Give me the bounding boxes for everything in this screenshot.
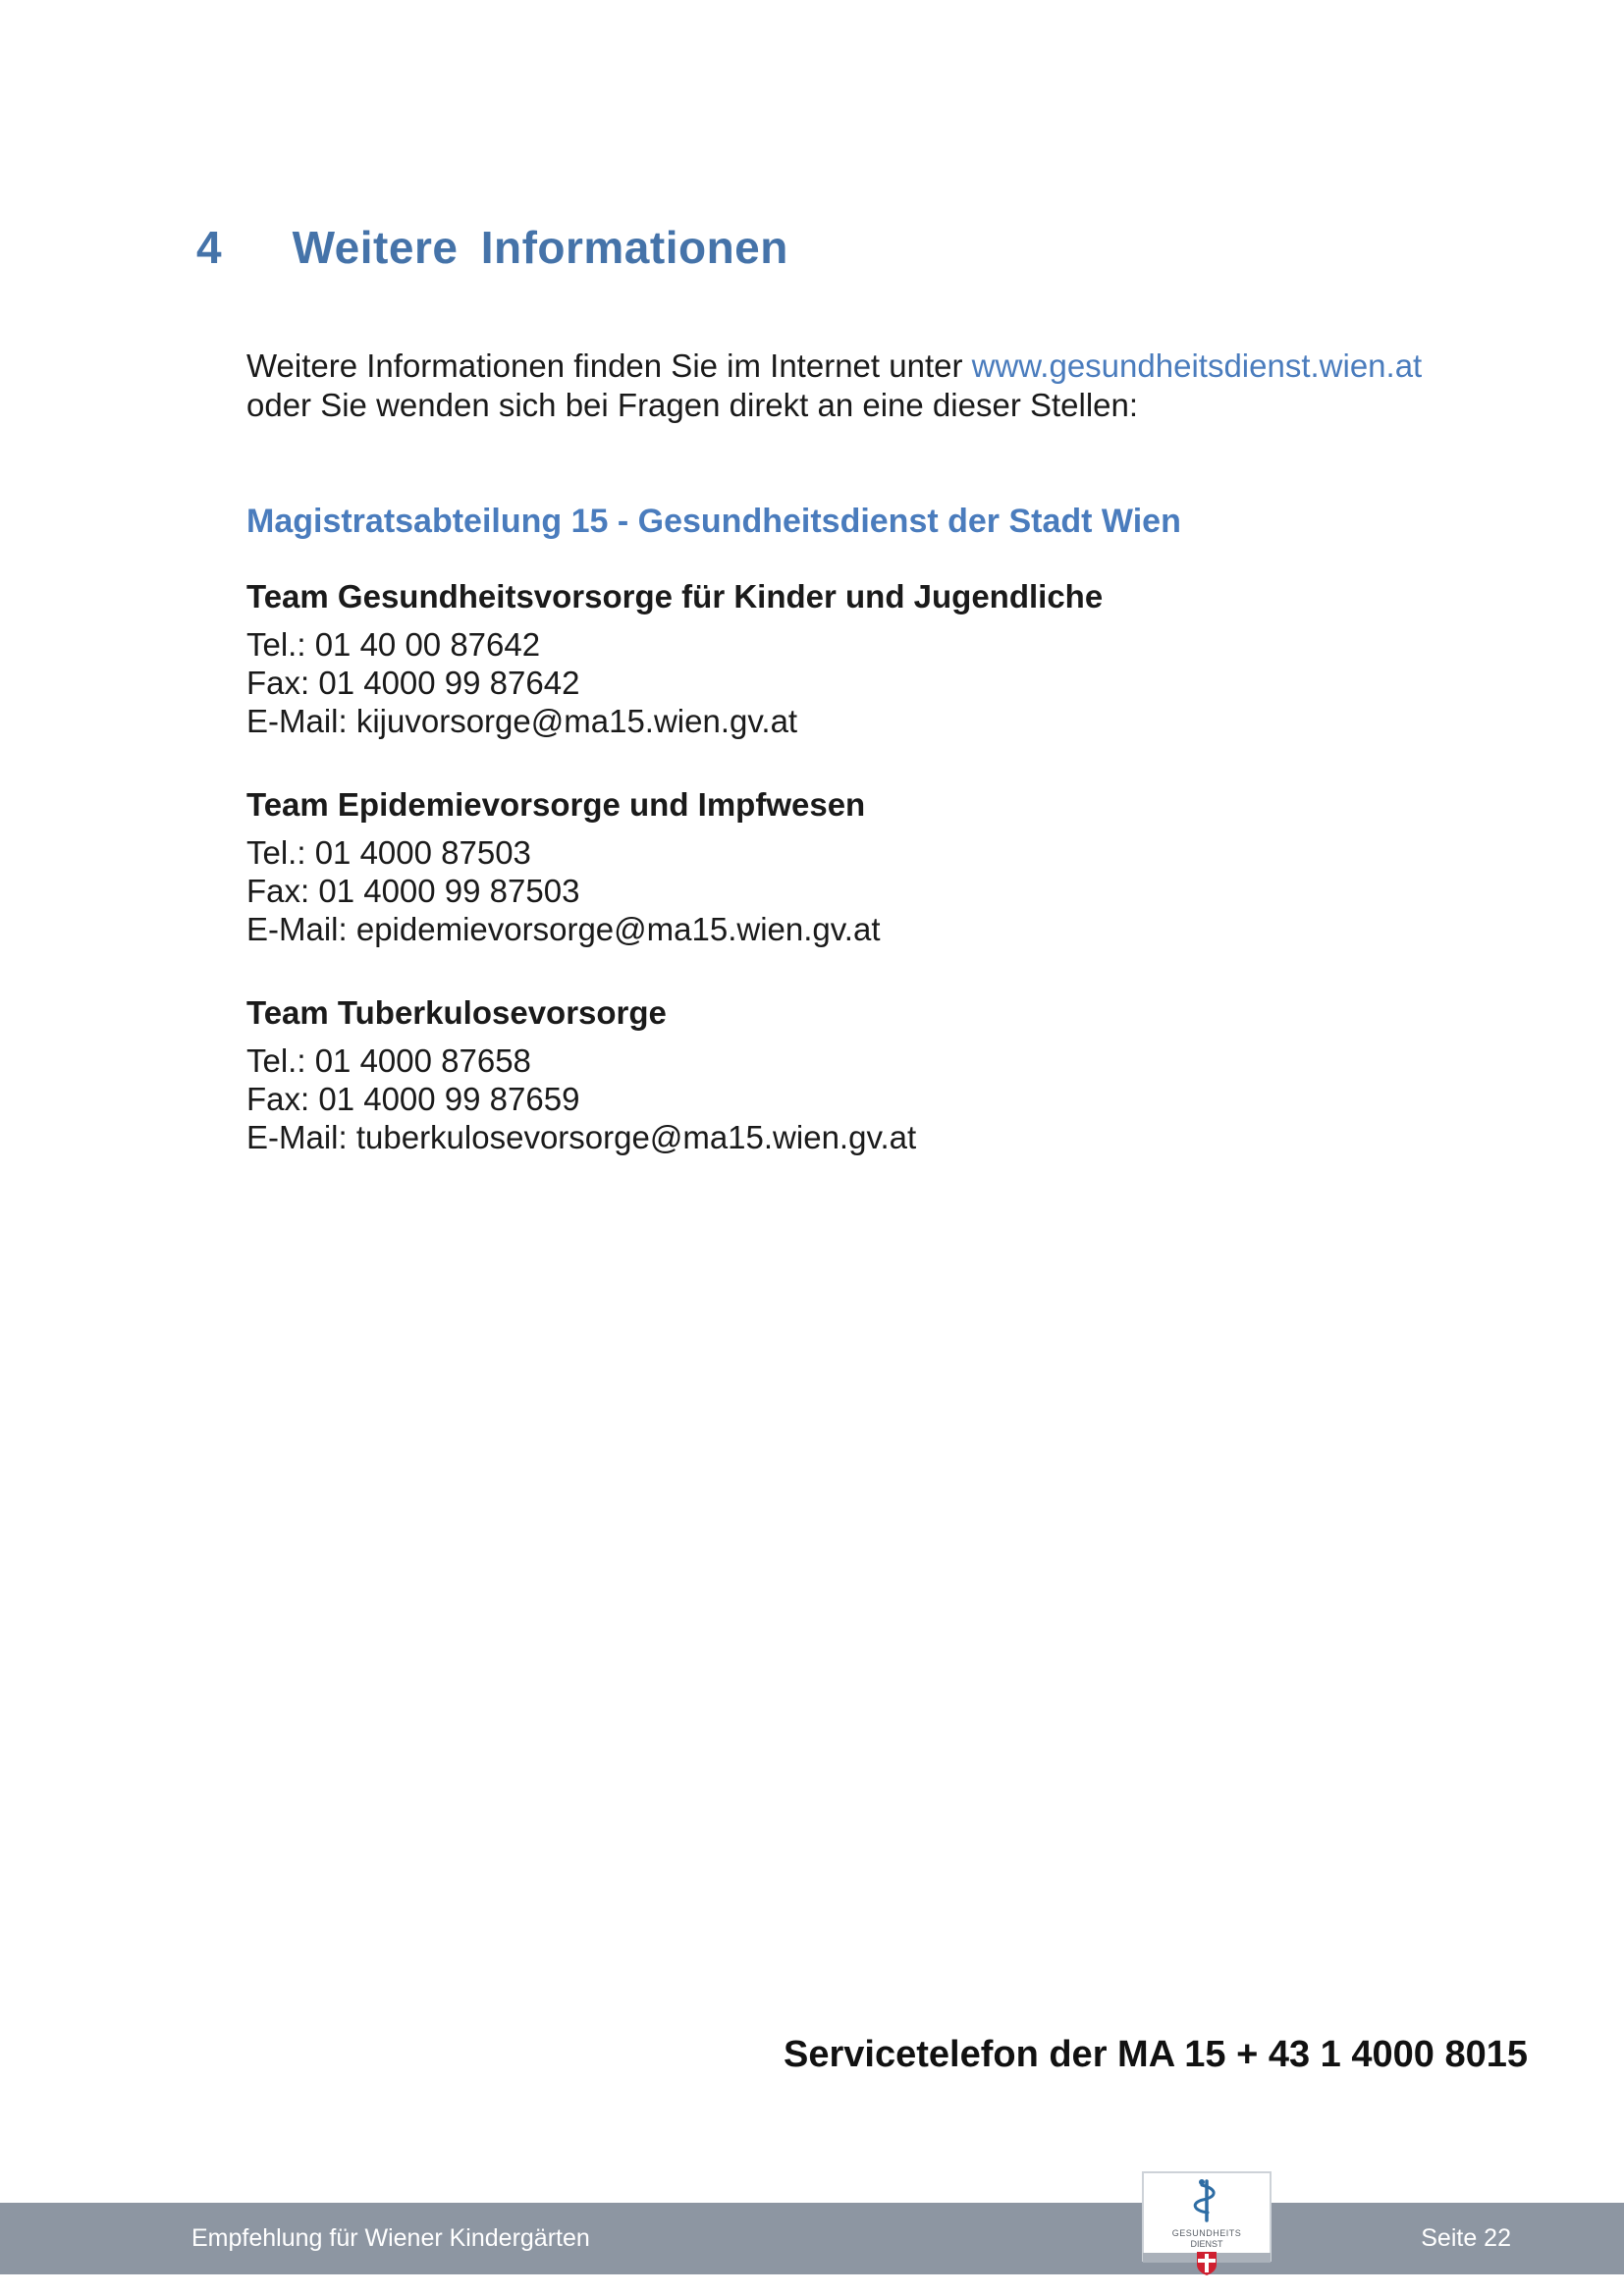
team-contact-list xyxy=(246,577,1103,1156)
team-fax: Fax: 01 4000 99 87642 xyxy=(246,665,580,701)
section-title-text: Weitere Informationen xyxy=(292,222,788,273)
footer-document-title: Empfehlung für Wiener Kindergärten xyxy=(191,2224,590,2252)
footer-page-number: Seite 22 xyxy=(1421,2224,1511,2252)
team-name: Team Epidemievorsorge und Impfwesen xyxy=(246,786,866,823)
team-email: E-Mail: kijuvorsorge@ma15.wien.gv.at xyxy=(246,703,798,739)
logo-text-line1: GESUNDHEITS xyxy=(1171,2228,1242,2238)
intro-paragraph xyxy=(246,347,1422,425)
team-name: Team Tuberkulosevorsorge xyxy=(246,994,667,1031)
team-email: E-Mail: tuberkulosevorsorge@ma15.wien.gv.at xyxy=(246,1119,917,1155)
page-footer xyxy=(0,2203,1624,2274)
team-phone: Tel.: 01 4000 87503 xyxy=(246,834,531,871)
department-heading: Magistratsabteilung 15 - Gesundheitsdienst der Stadt Wien xyxy=(246,503,1181,540)
team-phone: Tel.: 01 40 00 87642 xyxy=(246,626,541,663)
intro-text-line2: oder Sie wenden sich bei Fragen direkt an eine dieser Stellen: xyxy=(246,387,1139,423)
team-phone: Tel.: 01 4000 87658 xyxy=(246,1042,531,1079)
section-heading xyxy=(196,221,788,274)
team-fax: Fax: 01 4000 99 87659 xyxy=(246,1081,580,1117)
team-block-epidemievorsorge xyxy=(246,785,1103,948)
logo-text-line2: DIENST xyxy=(1190,2239,1223,2249)
aesculapius-staff-icon xyxy=(1142,2171,1272,2275)
team-block-tuberkulosevorsorge xyxy=(246,993,1103,1156)
team-fax: Fax: 01 4000 99 87503 xyxy=(246,873,580,909)
section-number: 4 xyxy=(196,222,222,273)
service-phone-line: Servicetelefon der MA 15 + 43 1 4000 8015 xyxy=(784,2034,1528,2075)
team-name: Team Gesundheitsvorsorge für Kinder und Jugendliche xyxy=(246,578,1104,614)
intro-text-before-link: Weitere Informationen finden Sie im Internet unter xyxy=(246,347,972,384)
team-block-gesundheitsvorsorge xyxy=(246,577,1103,740)
team-email: E-Mail: epidemievorsorge@ma15.wien.gv.at xyxy=(246,911,881,947)
gesundheitsdienst-link[interactable]: www.gesundheitsdienst.wien.at xyxy=(971,347,1423,384)
gesundheitsdienst-logo xyxy=(1142,2171,1272,2275)
